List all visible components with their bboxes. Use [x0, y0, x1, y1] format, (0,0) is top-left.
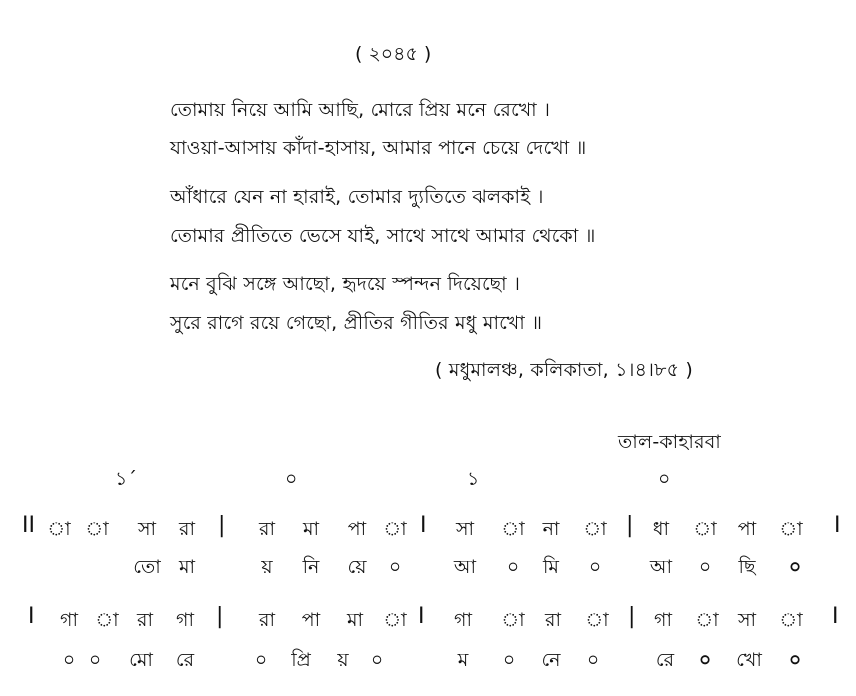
- swara-cell: গা: [60, 609, 78, 631]
- separator: |: [218, 513, 226, 538]
- swara-cell: ধা: [652, 518, 670, 540]
- swara-cell: া: [583, 518, 607, 540]
- word-cell: য়: [261, 556, 273, 578]
- swara-cell: সা: [455, 518, 475, 540]
- swara-cell: সা: [137, 518, 157, 540]
- word-cell: নি: [302, 556, 320, 578]
- swara-cell: পা: [347, 518, 367, 540]
- lyric-line: আঁধারে যেন না হারাই, তোমার দ্যুতিতে ঝলকাই ।: [170, 186, 544, 208]
- beat-mark: ০: [285, 468, 298, 490]
- separator: I: [418, 604, 425, 629]
- swara-cell: া: [85, 518, 109, 540]
- word-cell: রে: [655, 649, 675, 671]
- word-cell: মা: [178, 556, 196, 578]
- swara-cell: া: [779, 609, 803, 631]
- word-cell: ০: [88, 649, 102, 671]
- lyric-line: মনে বুঝি সঙ্গে আছো, হৃদয়ে স্পন্দন দিয়েছো ।: [170, 273, 521, 295]
- word-cell: ম: [457, 649, 469, 671]
- start-barline: I: [28, 604, 35, 629]
- swara-cell: া: [585, 609, 609, 631]
- beat-mark: ১: [467, 468, 480, 490]
- word-cell: ০: [788, 649, 802, 671]
- swara-cell: পা: [301, 609, 321, 631]
- swara-cell: রা: [137, 609, 153, 631]
- word-cell: আ: [649, 556, 673, 578]
- swara-cell: না: [542, 518, 560, 540]
- word-cell: ০: [506, 556, 520, 578]
- word-cell: ০: [388, 556, 402, 578]
- word-cell: ০: [588, 556, 602, 578]
- swara-cell: া: [47, 518, 71, 540]
- word-cell: রে: [175, 649, 195, 671]
- word-cell: তো: [133, 556, 161, 578]
- word-cell: ০: [254, 649, 268, 671]
- swara-cell: গা: [654, 609, 672, 631]
- beat-mark: ০: [658, 468, 671, 490]
- lyric-line: তোমার প্রীতিতে ভেসে যাই, সাথে সাথে আমার থেকো ॥: [170, 225, 596, 247]
- word-cell: ০: [370, 649, 384, 671]
- swara-cell: া: [501, 518, 525, 540]
- beat-mark: ১´: [115, 468, 137, 490]
- lyric-line: যাওয়া-আসায় কাঁদা-হাসায়, আমার পানে চেয়ে দেখো ॥: [170, 137, 587, 159]
- word-cell: খো: [736, 649, 762, 671]
- song-number: ( ২০৪৫ ): [355, 43, 432, 65]
- swara-cell: া: [95, 609, 119, 631]
- word-cell: মি: [543, 556, 559, 578]
- word-cell: ০: [586, 649, 600, 671]
- word-cell: মো: [129, 649, 153, 671]
- word-cell: প্রি: [291, 649, 311, 671]
- word-cell: ০: [788, 556, 802, 578]
- swara-cell: রা: [545, 609, 561, 631]
- word-cell: আ: [453, 556, 477, 578]
- source-note: ( মধুমালঞ্চ, কলিকাতা, ১।৪।৮৫ ): [435, 359, 694, 381]
- word-cell: ০: [698, 556, 712, 578]
- swara-cell: মা: [346, 609, 364, 631]
- swara-cell: গা: [176, 609, 194, 631]
- lyric-line: সুরে রাগে রয়ে গেছো, প্রীতির গীতির মধু মাখো ॥: [170, 312, 543, 334]
- word-cell: ০: [698, 649, 712, 671]
- swara-cell: া: [501, 609, 525, 631]
- swara-cell: া: [383, 609, 407, 631]
- end-barline: I: [832, 604, 839, 629]
- swara-cell: পা: [737, 518, 757, 540]
- word-cell: য়ে: [347, 556, 367, 578]
- separator: |: [216, 604, 224, 629]
- separator: I: [420, 513, 427, 538]
- swara-cell: রা: [259, 609, 275, 631]
- lyric-line: তোমায় নিয়ে আমি আছি, মোরে প্রিয় মনে রেখো ।: [170, 99, 551, 121]
- swara-cell: া: [383, 518, 407, 540]
- separator: |: [628, 604, 636, 629]
- swara-cell: মা: [302, 518, 320, 540]
- tala-label: তাল-কাহারবা: [618, 431, 722, 453]
- word-cell: ছি: [738, 556, 756, 578]
- word-cell: ০: [502, 649, 516, 671]
- swara-cell: রা: [179, 518, 195, 540]
- word-cell: নে: [541, 649, 561, 671]
- swara-cell: া: [779, 518, 803, 540]
- swara-cell: রা: [259, 518, 275, 540]
- swara-cell: সা: [737, 609, 757, 631]
- word-cell: ০: [62, 649, 76, 671]
- word-cell: য়: [337, 649, 349, 671]
- swara-cell: া: [693, 518, 717, 540]
- end-barline: I: [834, 513, 841, 538]
- swara-cell: গা: [454, 609, 472, 631]
- separator: |: [626, 513, 634, 538]
- swara-cell: া: [695, 609, 719, 631]
- start-barline: II: [22, 513, 35, 538]
